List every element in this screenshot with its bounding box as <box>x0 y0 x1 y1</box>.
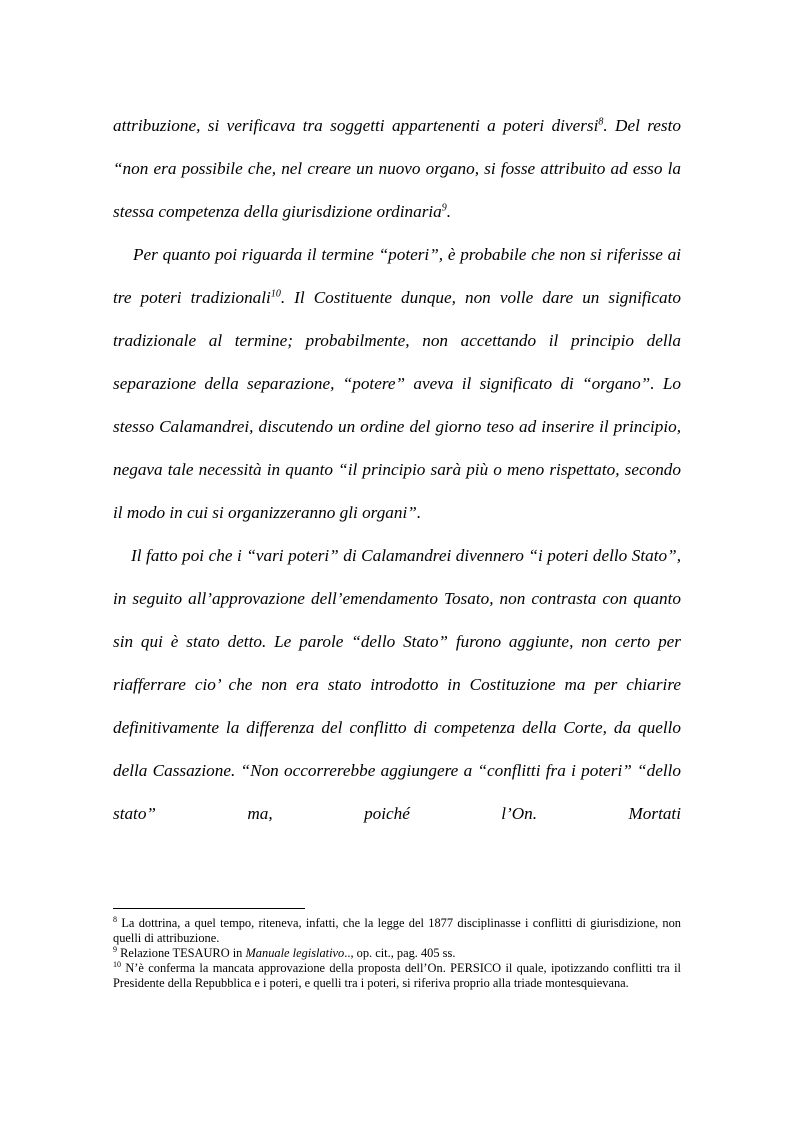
text-run: attribuzione, si verificava tra soggetti appartenenti a poteri diversi <box>113 116 599 135</box>
paragraph-3 <box>113 534 681 835</box>
footnotes <box>113 916 681 991</box>
footnote-ref: 10 <box>270 288 281 300</box>
footnote-10 <box>113 961 681 991</box>
text-run: Relazione TESAURO in <box>117 946 246 960</box>
body-text <box>113 104 681 835</box>
footnote-ref: 9 <box>441 202 447 214</box>
footnote-separator <box>113 908 305 909</box>
text-run: . <box>446 202 452 221</box>
footnote-number: 10 <box>113 959 121 969</box>
italic-title: Manuale legislativo <box>245 946 345 960</box>
text-run: La dottrina, a quel tempo, riteneva, infatti, che la legge del 1877 disciplinasse i conflitti di giurisdizione, non quelli di attribuzione. <box>113 916 681 945</box>
text-run: Per quanto poi riguarda il termine “poteri”, è probabile che non si riferisse ai tre poteri tradizionali <box>113 245 681 307</box>
text-run: . Il Costituente dunque, non volle dare un significato tradizionale al termine; probabilmente, non accettando il principio della separazione della separazione, “potere” aveva il significato di “organo”. Lo stesso Calamandrei, discutendo un ordine del giorno teso ad inserire il principio, negava tale necessità in quanto “il principio sarà più o meno rispettato, secondo il modo in cui si organizzeranno gli organi”. <box>113 288 681 522</box>
text-run: N’è conferma la mancata approvazione della proposta dell’On. PERSICO il quale, ipotizzando conflitti tra il Presidente della Repubblica e i poteri, e quelli tra i poteri, si riferiva proprio alla triade montesquievana. <box>113 961 681 990</box>
text-run: .., op. cit., pag. 405 ss. <box>344 946 456 960</box>
footnote-number: 9 <box>113 944 117 954</box>
paragraph-1 <box>113 104 681 233</box>
footnote-8 <box>113 916 681 946</box>
text-run: Il fatto poi che i “vari poteri” di Calamandrei divennero “i poteri dello Stato”, in seguito all’approvazione dell’emendamento Tosato, non contrasta con quanto sin qui è stato detto. Le parole “dello Stato” furono aggiunte, non certo per riafferrare cio’ che non era stato introdotto in Costituzione ma per chiarire definitivamente la differenza del conflitto di competenza della Corte, da quello della Cassazione. “Non occorrerebbe aggiungere a “conflitti fra i poteri” “dello stato” ma, poiché l’On. Mortati <box>113 546 681 823</box>
footnote-number: 8 <box>113 914 117 924</box>
footnote-9 <box>113 946 681 961</box>
paragraph-2 <box>113 233 681 534</box>
text-run: . Del resto “non era possibile che, nel creare un nuovo organo, si fosse attribuito ad esso la stessa competenza della giurisdizione ordinaria <box>113 116 681 221</box>
footnote-ref: 8 <box>598 116 604 128</box>
